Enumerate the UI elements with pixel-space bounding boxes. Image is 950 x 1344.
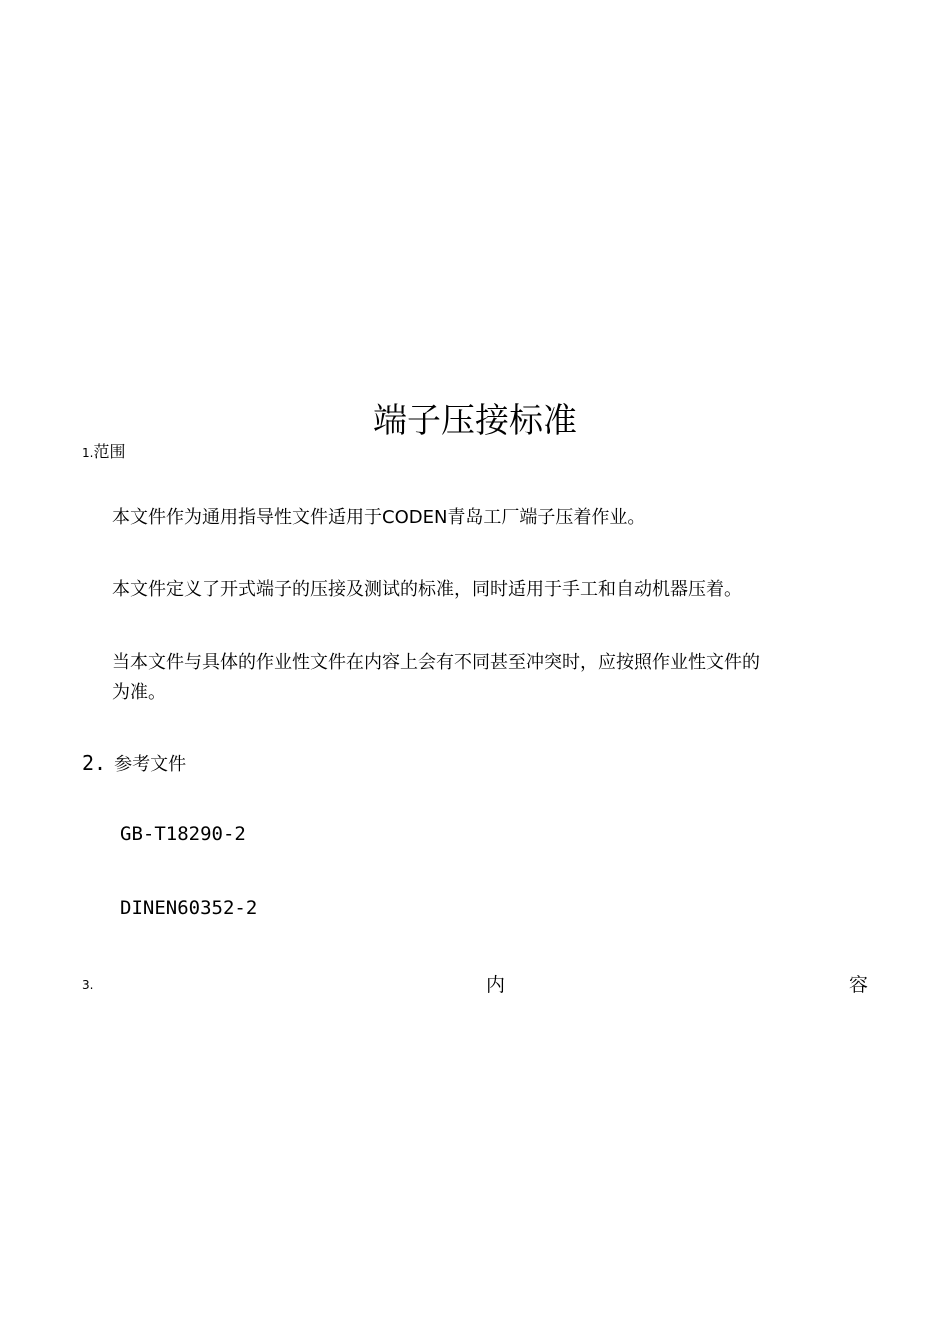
section-1-heading — [82, 441, 125, 464]
reference-item: GB-T18290-2 — [120, 823, 246, 845]
section-3-title-char-2: 容 — [848, 974, 868, 996]
section-2-title: 参考文件 — [114, 754, 187, 775]
scope-paragraph-1: 本文件作为通用指导性文件适用于CODEN青岛工厂端子压着作业。 — [112, 507, 646, 528]
section-2-heading — [82, 749, 186, 779]
scope-paragraph-3: 当本文件与具体的作业性文件在内容上会有不同甚至冲突时，应按照作业性文件的为准。 — [112, 652, 760, 703]
reference-item: DINEN60352-2 — [120, 897, 258, 919]
section-1-title: 范围 — [93, 442, 126, 461]
section-3-title-char-1: 内 — [485, 974, 505, 996]
scope-paragraph-2: 本文件定义了开式端子的压接及测试的标准，同时适用于手工和自动机器压着。 — [112, 579, 742, 600]
section-2-number: 2. — [82, 751, 107, 775]
section-1-number: 1. — [82, 446, 94, 460]
section-3-number: 3. — [82, 978, 94, 992]
section-3-heading — [82, 972, 868, 998]
document-title: 端子压接标准 — [373, 401, 577, 441]
